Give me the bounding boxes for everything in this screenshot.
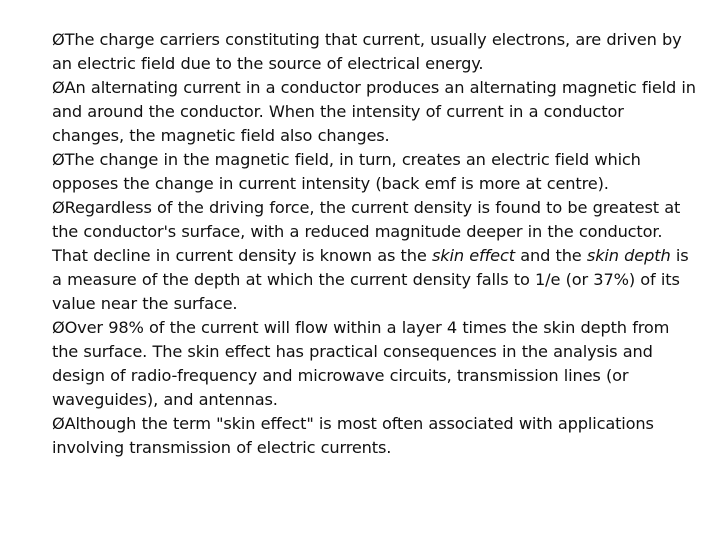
bullet-text-3: The change in the magnetic field, in turn, creates an electric field which opposes the change in current intensity (back emf is more at centre). [52, 150, 641, 193]
arrow-bullet-icon: Ø [52, 150, 65, 169]
bullet-item-1 [52, 28, 700, 76]
skin-effect-term: skin effect [431, 246, 515, 265]
bullet-text-5: Over 98% of the current will flow within a layer 4 times the skin depth from the surface. The skin effect has practical consequences in the analysis and design of radio-frequency and microwave circuits, transmission lines (or waveguides), and antennas. [52, 318, 670, 409]
bullet-item-5 [52, 316, 700, 412]
bullet-list [52, 28, 700, 460]
bullet-item-6 [52, 412, 700, 460]
bullet-text-6: Although the term "skin effect" is most often associated with applications involving transmission of electric currents. [52, 414, 654, 457]
arrow-bullet-icon: Ø [52, 30, 65, 49]
bullet-text-4-part1: Regardless of the driving force, the current density is found to be greatest at the conductor's surface, with a reduced magnitude deeper in the conductor. That decline in current density is known as the [52, 198, 681, 265]
bullet-text-4-part3: is a measure of the depth at which the current density falls to 1/e (or 37%) of its value near the surface. [52, 246, 689, 313]
skin-depth-term: skin depth [586, 246, 671, 265]
arrow-bullet-icon: Ø [52, 414, 65, 433]
bullet-item-4 [52, 196, 700, 316]
arrow-bullet-icon: Ø [52, 198, 65, 217]
bullet-text-4-part2: and the [514, 246, 587, 265]
bullet-text-1: The charge carriers constituting that current, usually electrons, are driven by an electric field due to the source of electrical energy. [52, 30, 682, 73]
bullet-item-2 [52, 76, 700, 148]
arrow-bullet-icon: Ø [52, 78, 65, 97]
bullet-item-3 [52, 148, 700, 196]
bullet-text-2: An alternating current in a conductor produces an alternating magnetic field in and around the conductor. When the intensity of current in a conductor changes, the magnetic field also changes. [52, 78, 696, 145]
arrow-bullet-icon: Ø [52, 318, 65, 337]
